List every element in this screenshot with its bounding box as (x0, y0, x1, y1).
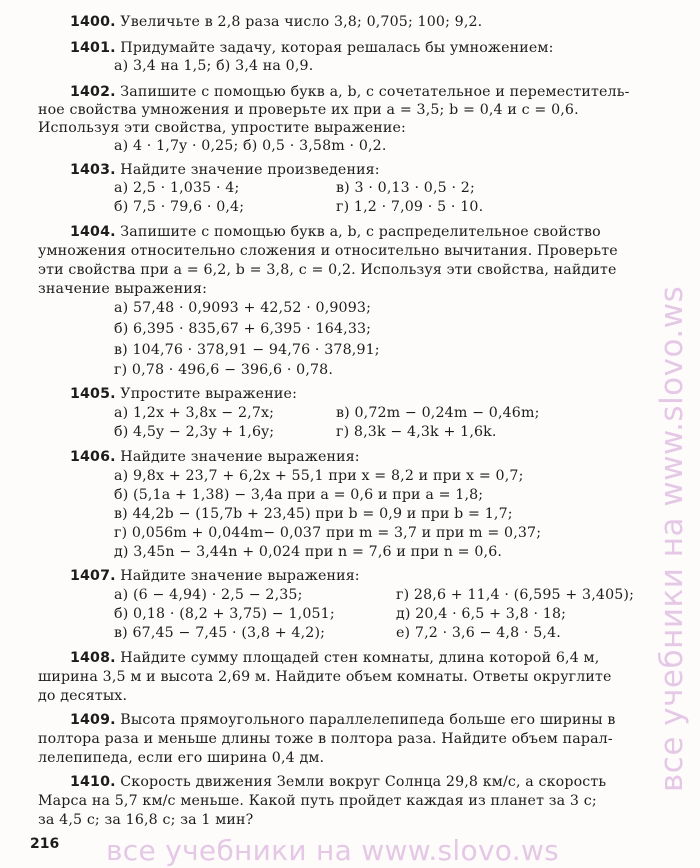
text-line: а) 9,8x + 23,7 + 6,2x + 55,1 при x = 8,2 и при x = 0,7; (114, 468, 524, 484)
problem-number: 1409. (70, 712, 116, 728)
text-line: г) 8,3k − 4,3k + 1,6k. (336, 424, 497, 440)
problem-1400 (70, 14, 482, 31)
text-line: до десятых. (38, 688, 128, 704)
text-line: б) (5,1a + 1,38) − 3,4a при a = 0,6 и при a = 1,8; (114, 487, 484, 503)
text-line: в) 0,72m − 0,24m − 0,46m; (336, 405, 540, 421)
problem-number: 1403. (70, 162, 116, 178)
line-text: Упростите выражение: (115, 386, 297, 402)
problem-number: 1405. (70, 386, 116, 402)
text-line: в) 67,45 − 7,45 · (3,8 + 4,2); (114, 625, 326, 641)
problem-number: 1406. (70, 449, 116, 465)
problem-1410 (70, 774, 606, 791)
problem-number: 1408. (70, 650, 116, 666)
text-line: значение выражения: (38, 281, 208, 297)
problem-number: 1407. (70, 568, 116, 584)
line-text: Найдите сумму площадей стен комнаты, длина которой 6,4 м, (115, 650, 600, 666)
problem-number: 1402. (70, 84, 116, 100)
problem-1409 (70, 712, 615, 729)
text-line: в) 44,2b − (15,7b + 23,45) при b = 0,9 и при b = 1,7; (114, 506, 513, 522)
text-line: Марса на 5,7 км/с меньше. Какой путь пройдет каждая из планет за 3 с; (38, 793, 597, 809)
text-line: г) 0,056m + 0,044m− 0,037 при m = 3,7 и при m = 0,37; (114, 525, 542, 541)
text-line: за 4,5 с; за 16,8 с; за 1 мин? (38, 812, 254, 828)
line-text: Запишите с помощью букв a, b, c распределительное свойство (115, 224, 601, 240)
problem-number: 1401. (70, 40, 116, 56)
text-line: а) 2,5 · 1,035 · 4; (114, 180, 240, 196)
text-line: г) 28,6 + 11,4 · (6,595 + 3,405); (396, 587, 635, 603)
text-line: а) 4 · 1,7y · 0,25; б) 0,5 · 3,58m · 0,2. (114, 138, 387, 154)
line-text: Найдите значение выражения: (115, 568, 360, 584)
text-line: в) 104,76 · 378,91 − 94,76 · 378,91; (114, 342, 380, 358)
line-text: Увеличьте в 2,8 раза число 3,8; 0,705; 100; 9,2. (115, 14, 483, 30)
text-line: ширина 3,5 м и высота 2,69 м. Найдите объем комнаты. Ответы округлите (38, 669, 612, 685)
text-line: а) 1,2x + 3,8x − 2,7x; (114, 405, 275, 421)
problem-1404 (70, 224, 601, 241)
text-line: лелепипеда, если его ширина 0,4 дм. (38, 750, 325, 766)
problem-1405 (70, 386, 297, 403)
text-line: г) 0,78 · 496,6 − 396,6 · 0,78. (114, 362, 334, 378)
text-line: е) 7,2 · 3,6 − 4,8 · 5,4. (396, 625, 561, 641)
line-text: Запишите с помощью букв a, b, c сочетательное и переместитель- (115, 84, 630, 100)
text-line: д) 20,4 · 6,5 + 3,8 · 18; (396, 606, 567, 622)
bottom-watermark: все учебники на www.slovo.ws (106, 834, 560, 867)
problem-1401 (70, 40, 554, 57)
problem-1407 (70, 568, 360, 585)
text-line: д) 3,45n − 3,44n + 0,024 при n = 7,6 и при n = 0,6. (114, 544, 503, 560)
side-watermark: все учебники на www.slovo.ws (654, 285, 690, 792)
problem-1403 (70, 162, 380, 179)
text-line: в) 3 · 0,13 · 0,5 · 2; (336, 180, 475, 196)
line-text: Высота прямоугольного параллелепипеда больше его ширины в (115, 712, 616, 728)
text-line: а) 3,4 на 1,5; б) 3,4 на 0,9. (114, 58, 314, 74)
text-line: б) 6,395 · 835,67 + 6,395 · 164,33; (114, 321, 372, 337)
text-line: а) (6 − 4,94) · 2,5 − 2,35; (114, 587, 303, 603)
line-text: Скорость движения Земли вокруг Солнца 29,8 км/с, а скорость (115, 774, 607, 790)
text-line: а) 57,48 · 0,9093 + 42,52 · 0,9093; (114, 300, 372, 316)
line-text: Найдите значение выражения: (115, 449, 360, 465)
line-text: Найдите значение произведения: (115, 162, 380, 178)
line-text: Придумайте задачу, которая решалась бы умножением: (115, 40, 554, 56)
problem-1402 (70, 84, 630, 101)
problem-1406 (70, 449, 360, 466)
text-line: б) 7,5 · 79,6 · 0,4; (114, 199, 245, 215)
text-line: б) 4,5y − 2,3y + 1,6y; (114, 424, 275, 440)
text-line: Используя эти свойства, упростите выражение: (38, 120, 406, 136)
page-number: 216 (30, 836, 60, 852)
text-line: г) 1,2 · 7,09 · 5 · 10. (336, 199, 484, 215)
problem-number: 1404. (70, 224, 116, 240)
text-line: умножения относительно сложения и относительно вычитания. Проверьте (38, 243, 618, 259)
problem-1408 (70, 650, 599, 667)
problem-number: 1400. (70, 14, 116, 30)
text-line: эти свойства при a = 6,2, b = 3,8, c = 0,2. Используя эти свойства, найдите (38, 262, 617, 278)
problem-number: 1410. (70, 774, 116, 790)
text-line: ное свойства умножения и проверьте их при a = 3,5; b = 0,4 и c = 0,6. (38, 102, 579, 118)
text-line: б) 0,18 · (8,2 + 3,75) − 1,051; (114, 606, 335, 622)
text-line: полтора раза и меньше длины тоже в полтора раза. Найдите объем парал- (38, 731, 613, 747)
